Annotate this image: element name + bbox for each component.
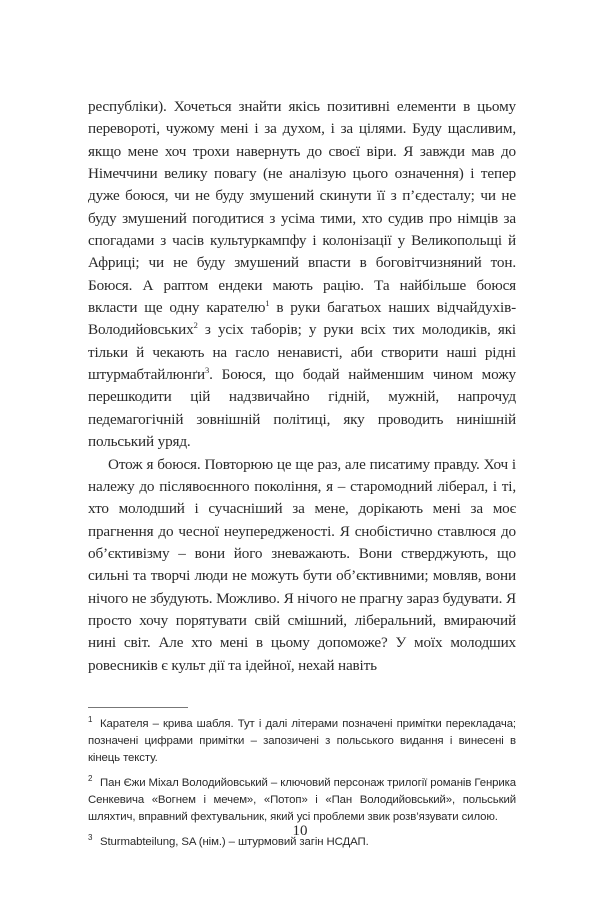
footnote-text: Sturmabteilung, SA (нім.) – штурмовий загін НСДАП. (100, 835, 369, 848)
footnote-ref-3[interactable]: 3 (205, 365, 210, 376)
footnote-ref-1[interactable]: 1 (265, 298, 270, 309)
page-number: 10 (292, 823, 308, 839)
footnote-1 (88, 716, 516, 767)
text-segment: республіки). Хочеться знайти якісь позитивні елементи в цьому перевороті, чужому мені і за духом, і за цілями. Буду щасливим, якщо мене хоч трохи навернуть до своєї віри. Я завжди мав до Німеччини велику повагу (не аналізую цього означення) і тепер дуже боюся, чи не буду змушений скинути її з п’єдесталу; чи не буду змушений погодитися з усіма тими, хто судив про німців за спогадами з часів культуркампфу і колонізації у Великопольщі й Африці; чи не буду змушений впасти в боговітчизняний тон. Боюся. А раптом ендеки мають рацію. Та найбільше боюся вкласти ще одну карателю (88, 98, 516, 317)
text-segment: . Боюся, що бодай найменшим чином можу перешкодити цій надзвичайно гідній, мужній, напрочуд педемагогічній зовнішній політиці, яку проводить нинішній польський уряд. (88, 366, 516, 451)
footnote-2 (88, 775, 516, 826)
paragraph-1 (88, 96, 516, 454)
footnote-text: Карателя – крива шабля. Тут і далі літерами позначені примітки перекладача; позначені цифрами примітки – запозичені з польського видання і винесені в кінець тексту. (88, 717, 516, 764)
footnote-mark: 1 (88, 715, 93, 725)
footnote-text: Пан Єжи Міхал Володийовський – ключовий персонаж трилогії романів Генрика Сенкевича «Вогнем і мечем», «Потоп» і «Пан Володийовський», польський шляхтич, вправний фехтувальник, який усі проблеми звик розв’язувати силою. (88, 776, 516, 823)
paragraph-2 (88, 454, 516, 677)
text-segment: Отож я боюся. Повторюю це ще раз, але писатиму правду. Хоч і належу до післявоєнного покоління, я – старомодний ліберал, і ті, хто молодший і сучасніший за мене, дорікають мені за моє прагнення до чесної неупередженості. Я снобістично ставлюся до об’єктивізму – вони його зневажають. Вони стверджують, що сильні та творчі люди не можуть бути об’єктивними; мовляв, вони нічого не збудують. Можливо. Я нічого не прагну зараз будувати. Я просто хочу порятувати свій смішний, ліберальний, вмираючий нині світ. Але хто мені в цьому допоможе? У моїх молодших ровесників є культ дії та ідейної, нехай навіть (88, 455, 516, 674)
text-segment: з усіх таборів; у руки всіх тих молодиків, які тільки й чекають на гасло ненависті, аби створити наші рідні штурмабтайлюнґи (88, 321, 516, 384)
text-segment: в руки багатьох наших відчайдухів-Володийовських (88, 299, 516, 339)
footnote-mark: 2 (88, 774, 93, 784)
footnote-mark: 3 (88, 833, 93, 843)
footnote-divider (88, 707, 188, 708)
footnote-ref-2[interactable]: 2 (193, 320, 198, 331)
page-content (88, 96, 516, 859)
